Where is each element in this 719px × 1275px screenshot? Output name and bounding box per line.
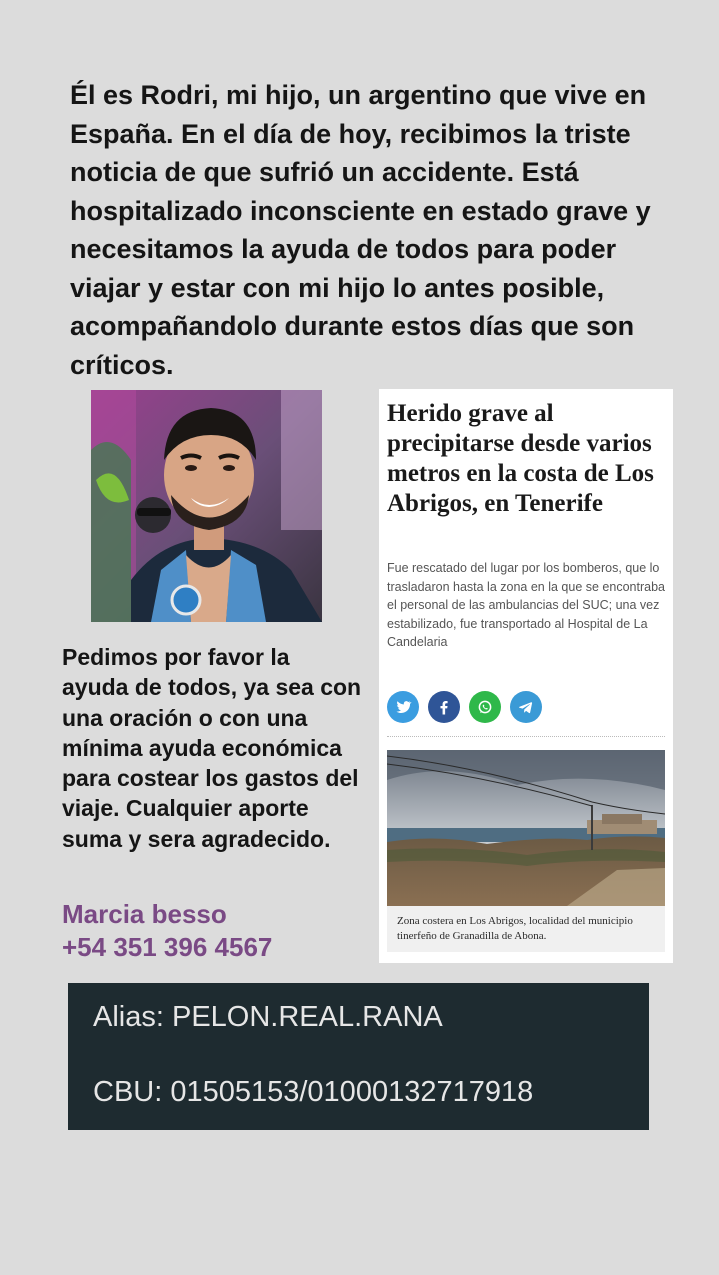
telegram-icon	[517, 698, 535, 716]
news-article-card	[379, 389, 673, 963]
profile-photo	[91, 390, 322, 622]
contact-info	[62, 898, 362, 964]
whatsapp-icon	[476, 698, 494, 716]
plea-text: Pedimos por favor la ayuda de todos, ya sea con una oración o con una mínima ayuda económica para costear los gastos del viaje. Cualquier aporte suma y sera agradecido.	[62, 644, 362, 852]
facebook-share-button[interactable]	[428, 691, 460, 723]
twitter-icon	[394, 698, 412, 716]
contact-phone[interactable]: +54 351 396 4567	[62, 932, 273, 962]
article-summary: Fue rescatado del lugar por los bomberos, que lo trasladaron hasta la zona en la que se encontraba el personal de las ambulancias del SUC; una vez estabilizado, fue transportado al Hospital de La Candelaria	[387, 561, 665, 650]
twitter-share-button[interactable]	[387, 691, 419, 723]
article-headline[interactable]: Herido grave al precipitarse desde varios metros en la costa de Los Abrigos, en Tenerife	[387, 400, 654, 517]
whatsapp-share-button[interactable]	[469, 691, 501, 723]
bank-details	[68, 983, 649, 1130]
bank-cbu[interactable]: CBU: 01505153/01000132717918	[93, 1076, 534, 1108]
image-caption: Zona costera en Los Abrigos, localidad del municipio tinerfeño de Granadilla de Abona.	[387, 906, 665, 952]
divider	[387, 736, 665, 737]
article-image	[387, 750, 665, 906]
facebook-icon	[435, 698, 453, 716]
bank-alias[interactable]: Alias: PELON.REAL.RANA	[93, 1001, 443, 1033]
contact-name: Marcia besso	[62, 899, 227, 929]
share-buttons	[387, 691, 542, 723]
telegram-share-button[interactable]	[510, 691, 542, 723]
intro-text: Él es Rodri, mi hijo, un argentino que vive en España. En el día de hoy, recibimos la triste noticia de que sufrió un accidente. Está hospitalizado inconsciente en estado grave y necesitamos la ayuda de todos para poder viajar y estar con mi hijo lo antes posible, acompañandolo durante estos días que son críticos.	[70, 80, 651, 380]
